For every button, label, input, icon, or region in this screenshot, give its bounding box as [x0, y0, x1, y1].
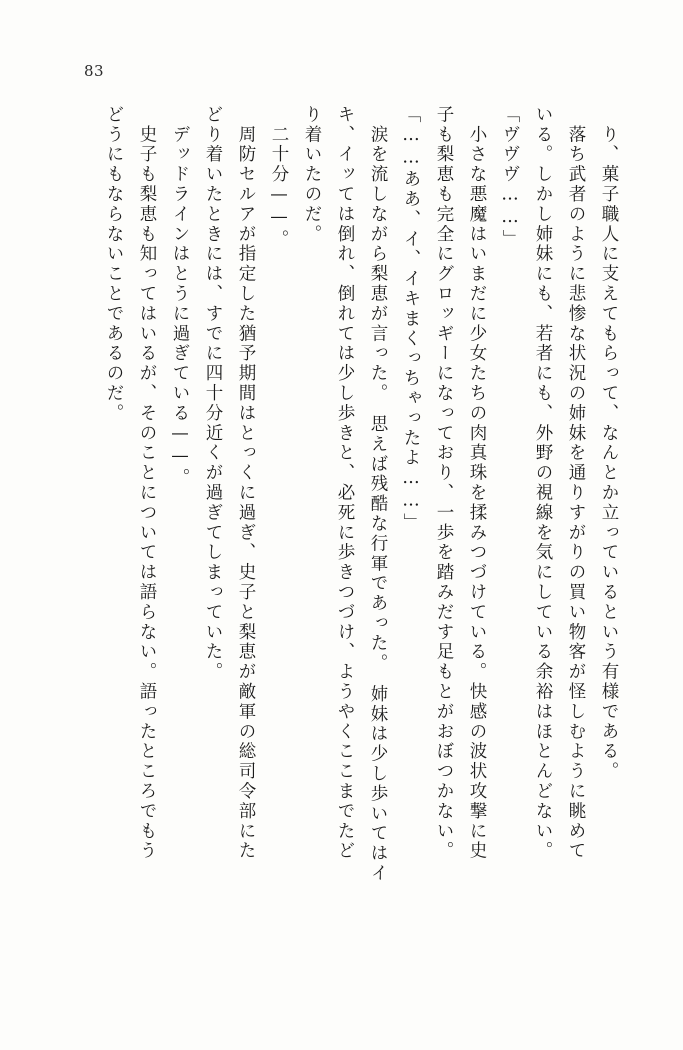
page-number: 83: [84, 62, 105, 80]
text-line: 史子も梨恵も知ってはいるが、そのことについては語らない。語ったところでもう: [137, 105, 157, 862]
text-line: り着いたのだ。: [302, 105, 322, 245]
text-line: どうにもならないことであるのだ。: [104, 105, 124, 424]
text-line: 二十分——。: [269, 105, 289, 250]
text-line: 周防セルアが指定した猶予期間はとっくに過ぎ、史子と梨恵が敵軍の総司令部にた: [236, 105, 256, 862]
text-line: 子も梨恵も完全にグロッギーになっており、一歩を踏みだす足もとがおぼつかない。: [434, 105, 454, 862]
text-line: 「ヴヴヴ……」: [500, 105, 520, 250]
text-line: り、菓子職人に支えてもらって、なんとか立っているという有様である。: [599, 105, 619, 782]
text-line: いる。しかし姉妹にも、若者にも、外野の視線を気にしている余裕はほとんどない。: [533, 105, 553, 862]
vertical-text-body: [65, 105, 625, 985]
text-line: どり着いたときには、すでに四十分近くが過ぎてしまっていた。: [203, 105, 223, 683]
text-line: 涙を流しながら梨恵が言った。 思えば残酷な行軍であった。 姉妹は少し歩いてはイ: [368, 105, 388, 884]
text-line: 落ち武者のように悲惨な状況の姉妹を通りすがりの買い物客が怪しむように眺めて: [566, 105, 586, 862]
text-line: デッドラインはとうに過ぎている——。: [170, 105, 190, 489]
text-line: キ、イッては倒れ、倒れては少し歩きと、必死に歩きつづけ、ようやくここまでたど: [335, 105, 355, 862]
text-line: 「……ああ、イ、イキまくっちゃったよ……」: [401, 105, 421, 533]
text-line: 小さな悪魔はいまだに少女たちの肉真珠を揉みつづけている。快感の波状攻撃に史: [467, 105, 487, 862]
